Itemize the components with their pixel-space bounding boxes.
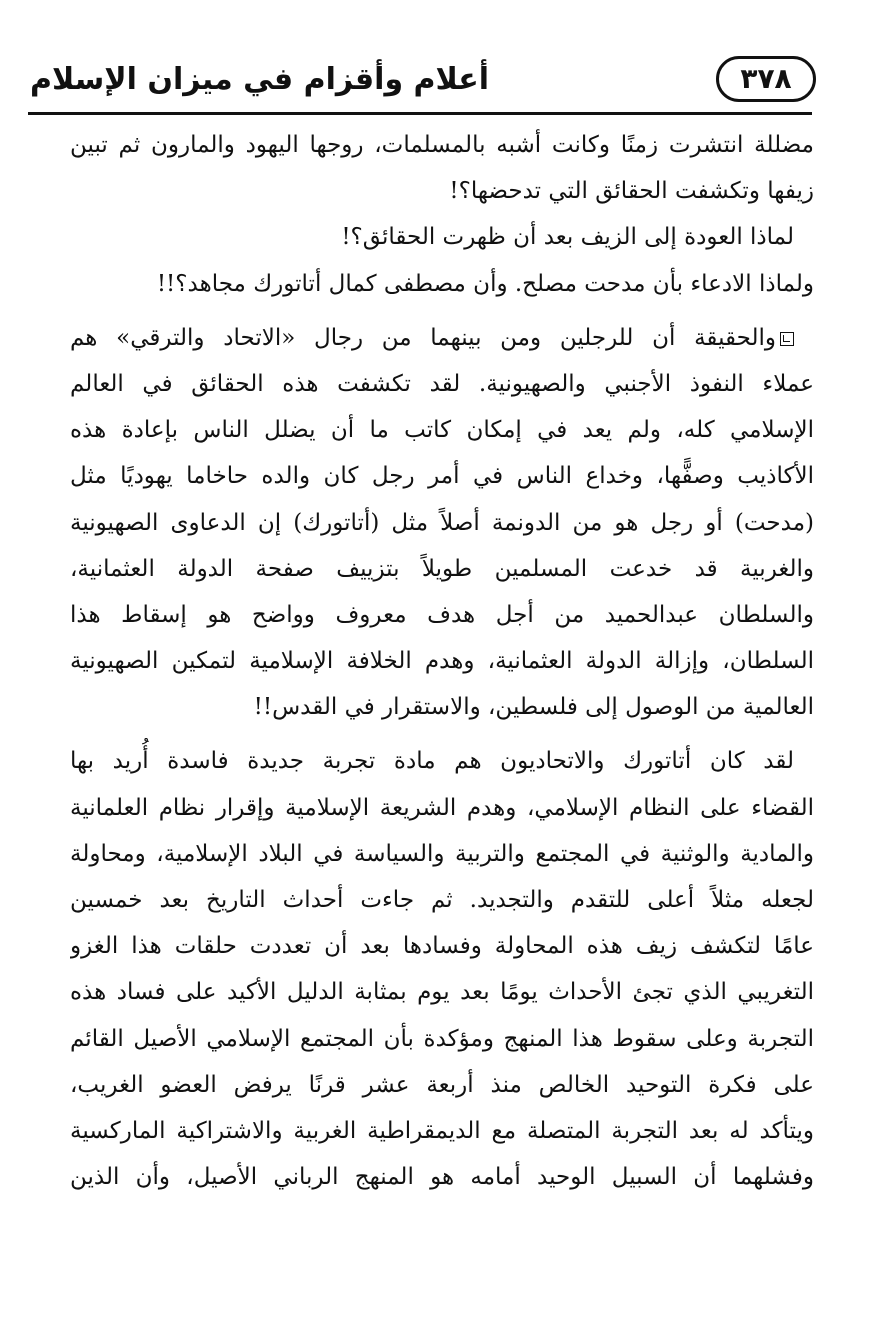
text-line: على فكرة التوحيد الخالص منذ أربعة عشر قرنًا يرفض العضو الغريب، xyxy=(70,1071,814,1098)
text-line: والغربية قد خدعت المسلمين طويلاً بتزييف صفحة الدولة العثمانية، xyxy=(70,555,814,582)
text-line: وفشلهما أن السبيل الوحيد أمامه هو المنهج الرباني الأصيل، وأن الذين xyxy=(70,1164,814,1191)
running-header xyxy=(30,56,816,112)
text-line: التغريبي الذي تجئ الأحداث يومًا بعد يوم بمثابة الدليل الأكيد على فساد هذه xyxy=(70,979,814,1006)
square-bullet-icon xyxy=(780,332,794,346)
book-title: أعلام وأقزام في ميزان الإسلام xyxy=(30,62,490,97)
text-line: لقد كان أتاتورك والاتحاديون هم مادة تجربة جديدة فاسدة أُريد بها xyxy=(70,748,794,775)
text-line-content: والحقيقة أن للرجلين ومن بينهما من رجال «الاتحاد والترقي» هم xyxy=(70,324,776,351)
page-number: ٣٧٨ xyxy=(716,56,816,102)
body-text xyxy=(70,122,814,1200)
text-line: عامًا لتكشف زيف هذه المحاولة وفسادها بعد أن تعددت حلقات هذا الغزو xyxy=(70,933,814,960)
text-line: الأكاذيب وصفًّها، وخداع الناس في أمر رجل كان والده حاخاما يهوديًا مثل xyxy=(70,463,814,490)
text-line: لماذا العودة إلى الزيف بعد أن ظهرت الحقائق؟! xyxy=(341,224,794,251)
text-line-with-bullet xyxy=(70,315,814,361)
text-line: والمادية والوثنية في المجتمع والتربية والسياسة في البلاد الإسلامية، ومحاولة xyxy=(70,840,814,867)
text-line: مضللة انتشرت زمنًا وكانت أشبه بالمسلمات، روجها اليهود والمارون ثم تبين xyxy=(70,132,814,158)
text-line: (مدحت) أو رجل هو من الدونمة أصلاً مثل (أتاتورك) إن الدعاوى الصهيونية xyxy=(70,509,814,536)
paragraph-gap xyxy=(70,730,814,738)
text-line: السلطان، وإزالة الدولة العثمانية، وهدم الخلافة الإسلامية لتمكين الصهيونية xyxy=(70,648,814,675)
text-line: التجربة وعلى سقوط هذا المنهج ومؤكدة بأن المجتمع الإسلامي الأصيل القائم xyxy=(70,1025,814,1052)
paragraph-gap xyxy=(70,307,814,315)
text-line: والسلطان عبدالحميد من أجل هدف معروف وواضح هو إسقاط هذا xyxy=(70,601,814,628)
text-line: لجعله مثلاً أعلى للتقدم والتجديد. ثم جاءت أحداث التاريخ بعد خمسين xyxy=(70,887,814,913)
text-line: ولماذا الادعاء بأن مدحت مصلح. وأن مصطفى كمال أتاتورك مجاهد؟!! xyxy=(156,270,814,297)
text-line: العالمية من الوصول إلى فلسطين، والاستقرار في القدس!! xyxy=(253,694,814,721)
text-line: الإسلامي كله، ولم يعد في إمكان كاتب ما أن يضلل الناس بإعادة هذه xyxy=(70,417,814,444)
text-line: القضاء على النظام الإسلامي، وهدم الشريعة الإسلامية وإقرار نظام العلمانية xyxy=(70,794,814,821)
text-line: ويتأكد له بعد التجربة المتصلة مع الديمقراطية الغربية والاشتراكية الماركسية xyxy=(70,1117,814,1144)
text-line: زيفها وتكشفت الحقائق التي تدحضها؟! xyxy=(449,178,814,205)
text-line: عملاء النفوذ الأجنبي والصهيونية. لقد تكشفت هذه الحقائق في العالم xyxy=(70,370,814,397)
header-divider xyxy=(28,112,812,115)
